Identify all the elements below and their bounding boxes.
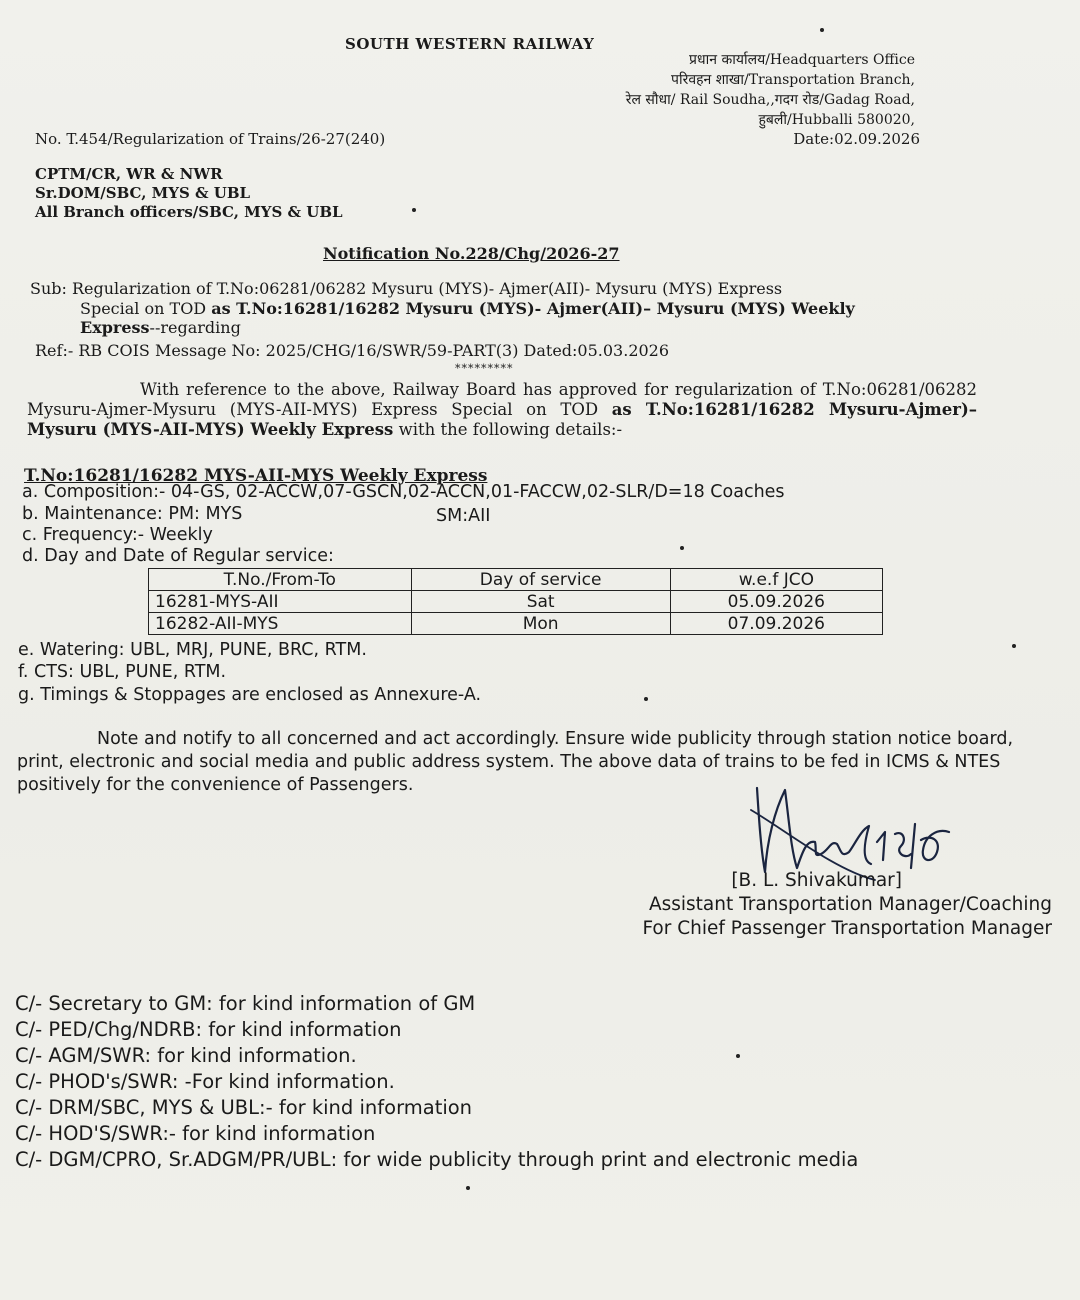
paragraph-text-bold: as T.No:16281/16282 Mysuru-Ajmer)–Mysuru (MYS-AII-MYS) Weekly Express <box>27 400 978 439</box>
org-title: SOUTH WESTERN RAILWAY <box>345 35 595 53</box>
subject-line-2-plain: Special on TOD <box>80 299 212 318</box>
cell-train: 16282-AII-MYS <box>149 613 412 635</box>
table-header-row <box>149 569 883 591</box>
subject-line-3-plain: --regarding <box>149 318 241 337</box>
table-row <box>149 613 883 635</box>
subject-line-1: Sub: Regularization of T.No:06281/06282 Mysuru (MYS)- Ajmer(AII)- Mysuru (MYS) Express <box>30 279 783 298</box>
cell-day: Mon <box>411 613 670 635</box>
office-line-4: हुबली/Hubballi 580020, <box>758 112 915 128</box>
addressee-1: CPTM/CR, WR & NWR <box>35 165 223 183</box>
cell-wef: 07.09.2026 <box>670 613 882 635</box>
office-line-2: परिवहन शाखा/Transportation Branch, <box>671 72 915 88</box>
copy-to-item: C/- PHOD's/SWR: -For kind information. <box>15 1070 395 1093</box>
speck-mark <box>680 546 684 550</box>
cell-day: Sat <box>411 591 670 613</box>
letter-date: Date:02.09.2026 <box>793 130 920 148</box>
service-table <box>148 568 883 635</box>
detail-cts: f. CTS: UBL, PUNE, RTM. <box>18 662 227 682</box>
reference-number: No. T.454/Regularization of Trains/26-27(240) <box>35 130 386 148</box>
header-wef: w.e.f JCO <box>670 569 882 591</box>
table-row <box>149 591 883 613</box>
office-line-1: प्रधान कार्यालय/Headquarters Office <box>689 52 915 68</box>
signatory-designation: Assistant Transportation Manager/Coaching <box>648 894 1052 915</box>
copy-to-item: C/- PED/Chg/NDRB: for kind information <box>15 1018 402 1041</box>
copy-to-item: C/- Secretary to GM: for kind information of GM <box>15 992 476 1015</box>
cell-train: 16281-MYS-AII <box>149 591 412 613</box>
notification-number: Notification No.228/Chg/2026-27 <box>323 244 620 263</box>
cell-wef: 05.09.2026 <box>670 591 882 613</box>
header-train: T.No./From-To <box>149 569 412 591</box>
detail-maintenance: b. Maintenance: PM: MYS <box>22 504 243 524</box>
detail-day-date: d. Day and Date of Regular service: <box>22 546 334 566</box>
header-day: Day of service <box>411 569 670 591</box>
approval-paragraph <box>27 380 977 440</box>
office-line-3: रेल सौधा/ Rail Soudha,,गदग रोड/Gadag Road, <box>625 92 915 108</box>
addressee-3: All Branch officers/SBC, MYS & UBL <box>35 203 343 221</box>
train-heading: T.No:16281/16282 MYS-AII-MYS Weekly Express <box>24 466 488 486</box>
detail-frequency: c. Frequency:- Weekly <box>22 525 213 545</box>
detail-watering: e. Watering: UBL, MRJ, PUNE, BRC, RTM. <box>18 640 367 660</box>
speck-mark <box>412 208 416 212</box>
detail-timings: g. Timings & Stoppages are enclosed as Annexure-A. <box>18 685 482 705</box>
copy-to-item: C/- HOD'S/SWR:- for kind information <box>15 1122 376 1145</box>
addressee-2: Sr.DOM/SBC, MYS & UBL <box>35 184 251 202</box>
speck-mark <box>644 697 648 701</box>
reference-message: Ref:- RB COIS Message No: 2025/CHG/16/SWR/59-PART(3) Dated:05.03.2026 <box>35 341 670 360</box>
signatory-for: For Chief Passenger Transportation Manager <box>642 918 1052 939</box>
detail-composition: a. Composition:- 04-GS, 02-ACCW,07-GSCN,02-ACCN,01-FACCW,02-SLR/D=18 Coaches <box>22 482 785 502</box>
speck-mark <box>1012 644 1016 648</box>
copy-to-item: C/- DRM/SBC, MYS & UBL:- for kind information <box>15 1096 473 1119</box>
speck-mark <box>820 28 824 32</box>
note-text: Note and notify to all concerned and act accordingly. Ensure wide publicity through station notice board, print, electronic and social media and public address system. The above data of trains to be fed in ICMS & NTES positively for the convenience of Passengers. <box>17 729 1014 795</box>
speck-mark <box>466 1186 470 1190</box>
copy-to-item: C/- AGM/SWR: for kind information. <box>15 1044 357 1067</box>
subject-line-2 <box>80 299 855 318</box>
subject-line-2-bold: as T.No:16281/16282 Mysuru (MYS)- Ajmer(AII)– Mysuru (MYS) Weekly <box>211 299 855 318</box>
subject-line-3-bold: Express <box>80 318 150 337</box>
subject-line-3 <box>80 318 241 337</box>
signatory-name: [B. L. Shivakumar] <box>731 870 902 891</box>
copy-to-item: C/- DGM/CPRO, Sr.ADGM/PR/UBL: for wide publicity through print and electronic media <box>15 1148 859 1171</box>
speck-mark <box>736 1054 740 1058</box>
separator-stars: ********* <box>455 362 514 375</box>
paragraph-text-a: With reference to the above, Railway Board has approved for regularization of T.No:06281/06282 Mysuru-Ajmer-Mysuru (MYS-AII-MYS) Express Special on TOD <box>27 380 977 419</box>
detail-maintenance-sm: SM:AII <box>436 506 491 526</box>
paragraph-text-c: with the following details:- <box>393 420 623 439</box>
